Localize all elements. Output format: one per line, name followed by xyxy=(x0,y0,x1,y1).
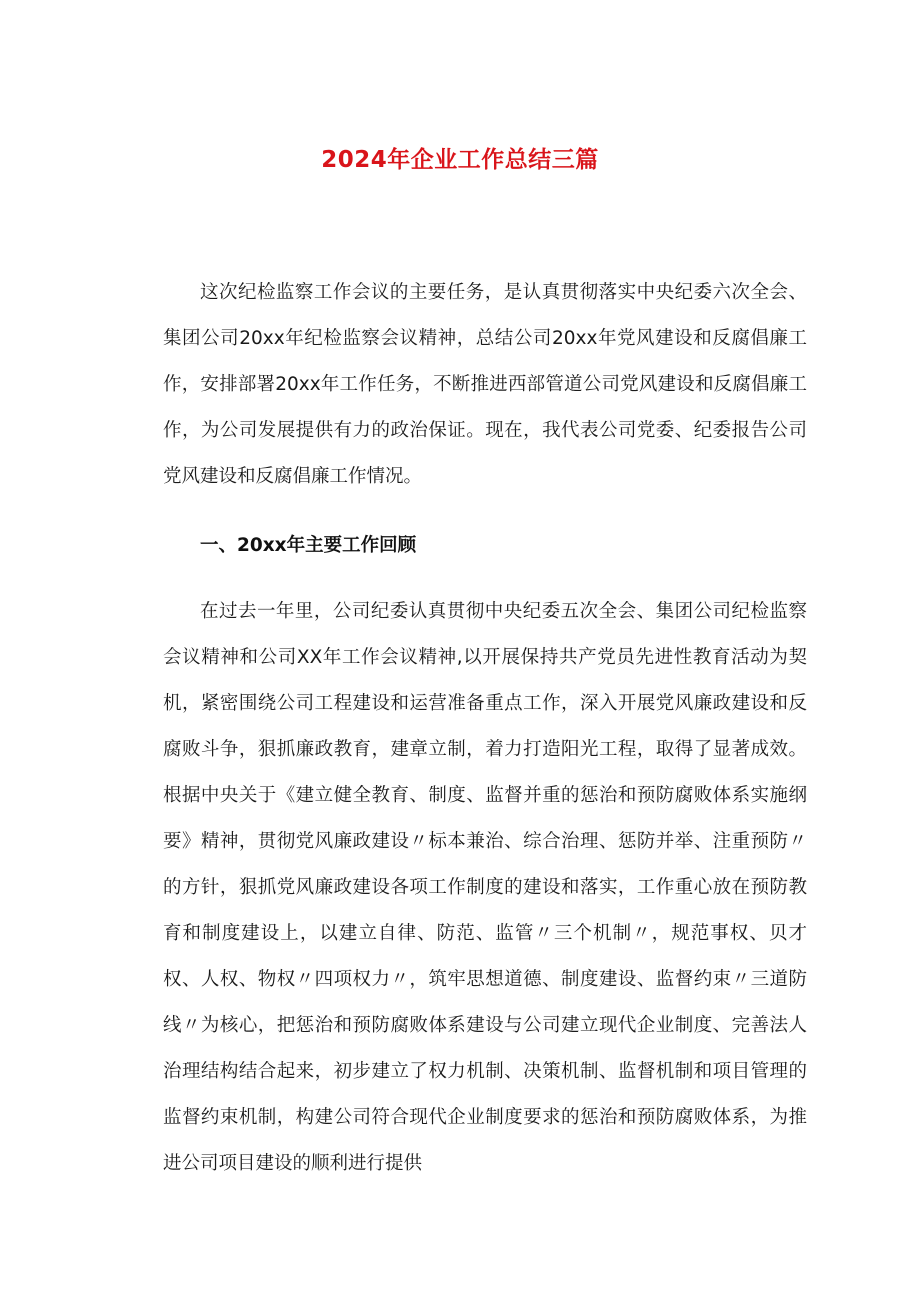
intro-paragraph: 这次纪检监察工作会议的主要任务，是认真贯彻落实中央纪委六次全会、集团公司20xx年纪检监察会议精神，总结公司20xx年党风建设和反腐倡廉工作，安排部署20xx年工作任务，不断推进西部管道公司党风建设和反腐倡廉工作，为公司发展提供有力的政治保证。现在，我代表公司党委、纪委报告公司党风建设和反腐倡廉工作情况。 xyxy=(163,282,807,487)
section-heading: 一、20xx年主要工作回顾 xyxy=(200,535,417,556)
document-title: 2024年企业工作总结三篇 xyxy=(321,147,599,173)
review-paragraph: 在过去一年里，公司纪委认真贯彻中央纪委五次全会、集团公司纪检监察会议精神和公司XX年工作会议精神,以开展保持共产党员先进性教育活动为契机，紧密围绕公司工程建设和运营准备重点工作，深入开展党风廉政建设和反腐败斗争，狠抓廉政教育，建章立制，着力打造阳光工程，取得了显著成效。根据中央关于《建立健全教育、制度、监督并重的惩治和预防腐败体系实施纲要》精神，贯彻党风廉政建设〃标本兼治、综合治理、惩防并举、注重预防〃的方针，狠抓党风廉政建设各项工作制度的建设和落实，工作重心放在预防教育和制度建设上，以建立自律、防范、监管〃三个机制〃，规范事权、贝才权、人权、物权〃四项权力〃，筑牢思想道德、制度建设、监督约束〃三道防线〃为核心，把惩治和预防腐败体系建设与公司建立现代企业制度、完善法人治理结构结合起来，初步建立了权力机制、决策机制、监督机制和项目管理的监督约束机制，构建公司符合现代企业制度要求的惩治和预防腐败体系，为推进公司项目建设的顺利进行提供 xyxy=(163,601,807,1174)
